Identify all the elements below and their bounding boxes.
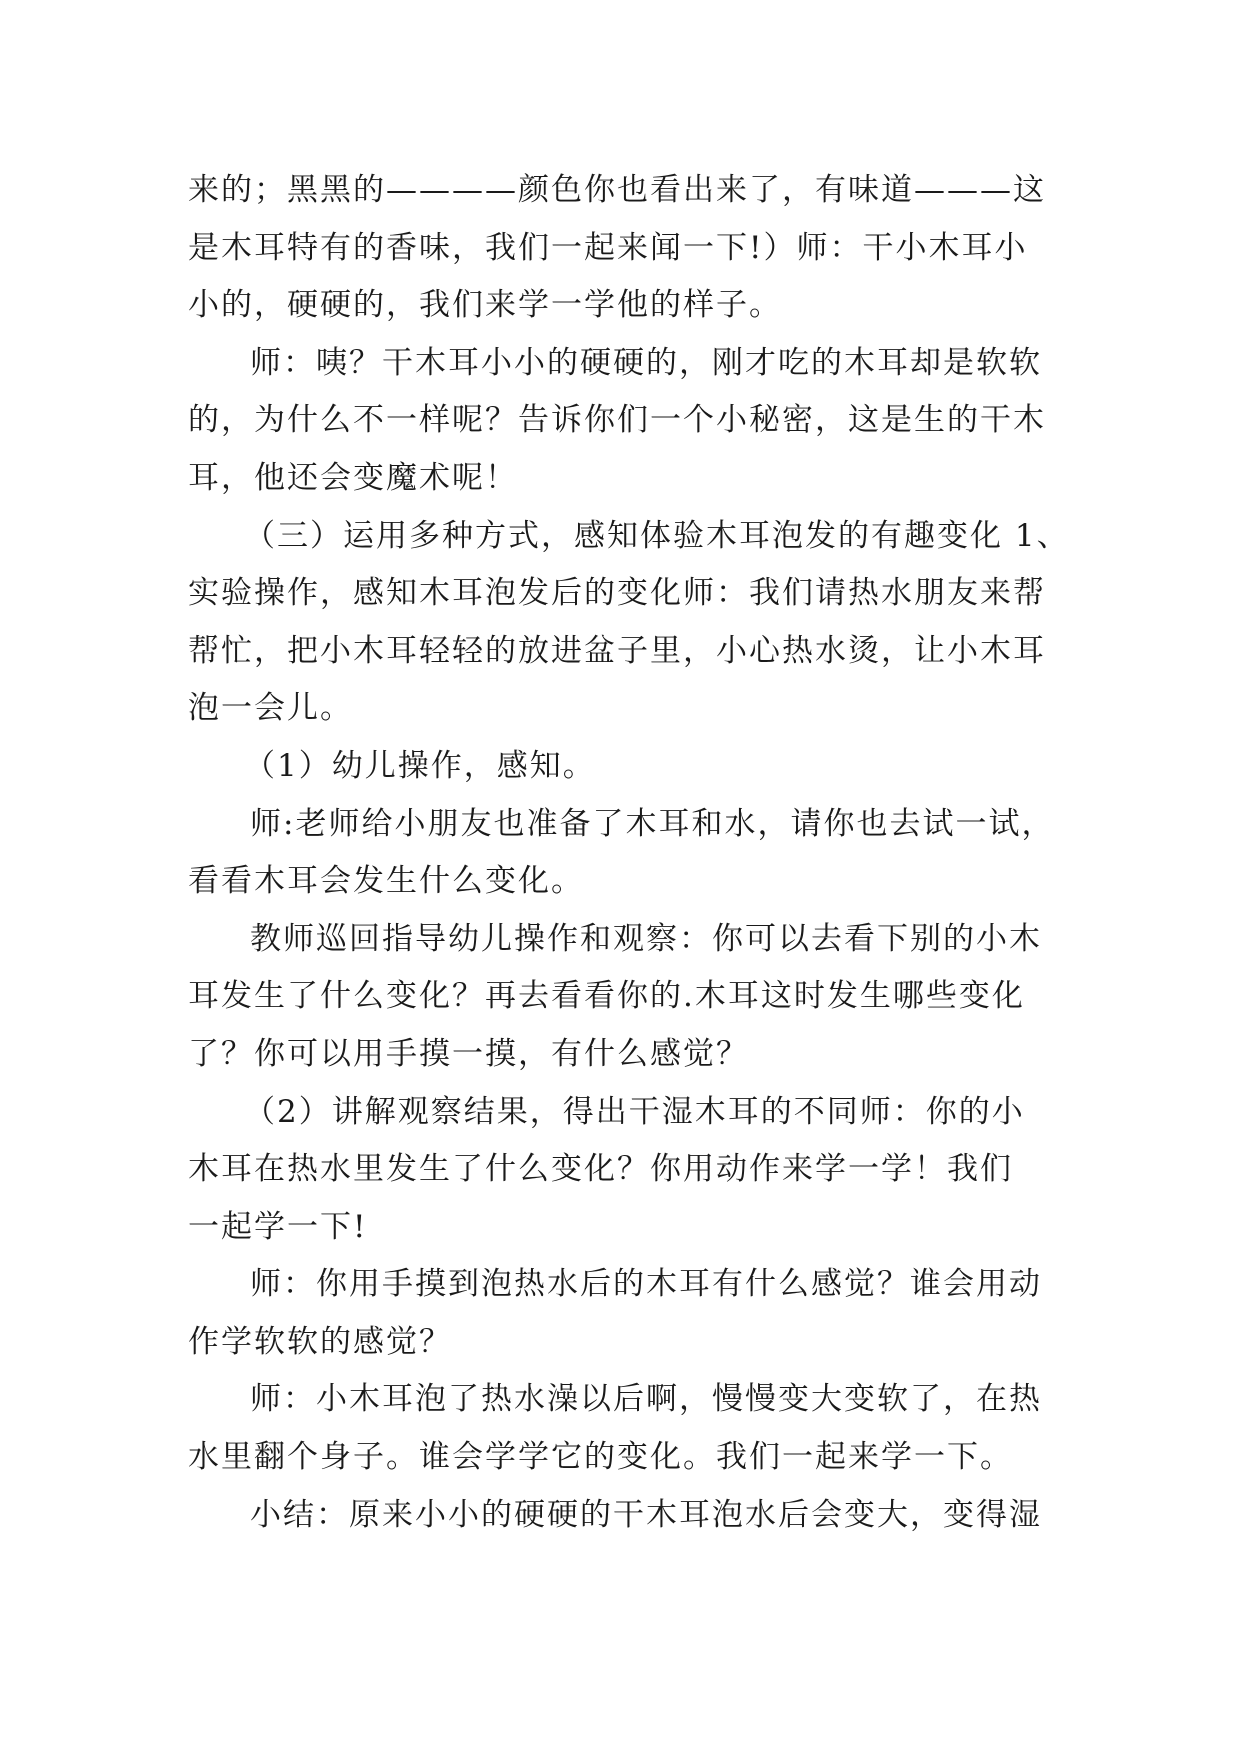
text-line: 耳，他还会变魔术呢！: [188, 459, 518, 496]
paragraph-start-line: 师：小木耳泡了热水澡以后啊，慢慢变大变软了，在热: [250, 1381, 1042, 1418]
text-line: 帮忙，把小木耳轻轻的放进盆子里，小心热水烫，让小木耳: [188, 632, 1046, 669]
text-line: 小的，硬硬的，我们来学一学他的样子。: [188, 287, 782, 324]
text-line: 作学软软的感觉？: [188, 1323, 452, 1360]
paragraph-start-line: 师：你用手摸到泡热水后的木耳有什么感觉？谁会用动: [250, 1266, 1042, 1303]
text-line: 了？你可以用手摸一摸，有什么感觉？: [188, 1035, 749, 1072]
text-line: 水里翻个身子。谁会学学它的变化。我们一起来学一下。: [188, 1439, 1013, 1476]
subsection-heading-line: （1）幼儿操作，感知。: [244, 747, 596, 784]
section-heading-line: （三）运用多种方式，感知体验木耳泡发的有趣变化 1、: [244, 517, 1070, 554]
text-line: 看看木耳会发生什么变化。: [188, 863, 584, 900]
text-line: 是木耳特有的香味，我们一起来闻一下!）师：干小木耳小: [188, 229, 1028, 266]
text-line: 一起学一下!: [188, 1208, 368, 1245]
text-line: 木耳在热水里发生了什么变化？你用动作来学一学！我们: [188, 1151, 1013, 1188]
document-body: [188, 162, 1070, 1544]
paragraph-start-line: 教师巡回指导幼儿操作和观察：你可以去看下别的小木: [250, 920, 1042, 957]
text-line: 泡一会儿。: [188, 690, 353, 727]
paragraph-start-line: 小结：原来小小的硬硬的干木耳泡水后会变大，变得湿: [250, 1496, 1042, 1533]
text-line: 耳发生了什么变化？再去看看你的.木耳这时发生哪些变化: [188, 978, 1025, 1015]
text-line: 的，为什么不一样呢？告诉你们一个小秘密，这是生的干木: [188, 402, 1046, 439]
text-line: 来的；黑黑的————颜色你也看出来了，有味道———这: [188, 172, 1046, 208]
subsection-heading-line: （2）讲解观察结果，得出干湿木耳的不同师：你的小: [244, 1093, 1025, 1130]
text-line: 实验操作，感知木耳泡发后的变化师：我们请热水朋友来帮: [188, 575, 1046, 612]
paragraph-start-line: 师：咦？干木耳小小的硬硬的，刚才吃的木耳却是软软: [250, 344, 1042, 381]
paragraph-start-line: 师:老师给小朋友也准备了木耳和水，请你也去试一试，: [250, 805, 1055, 842]
